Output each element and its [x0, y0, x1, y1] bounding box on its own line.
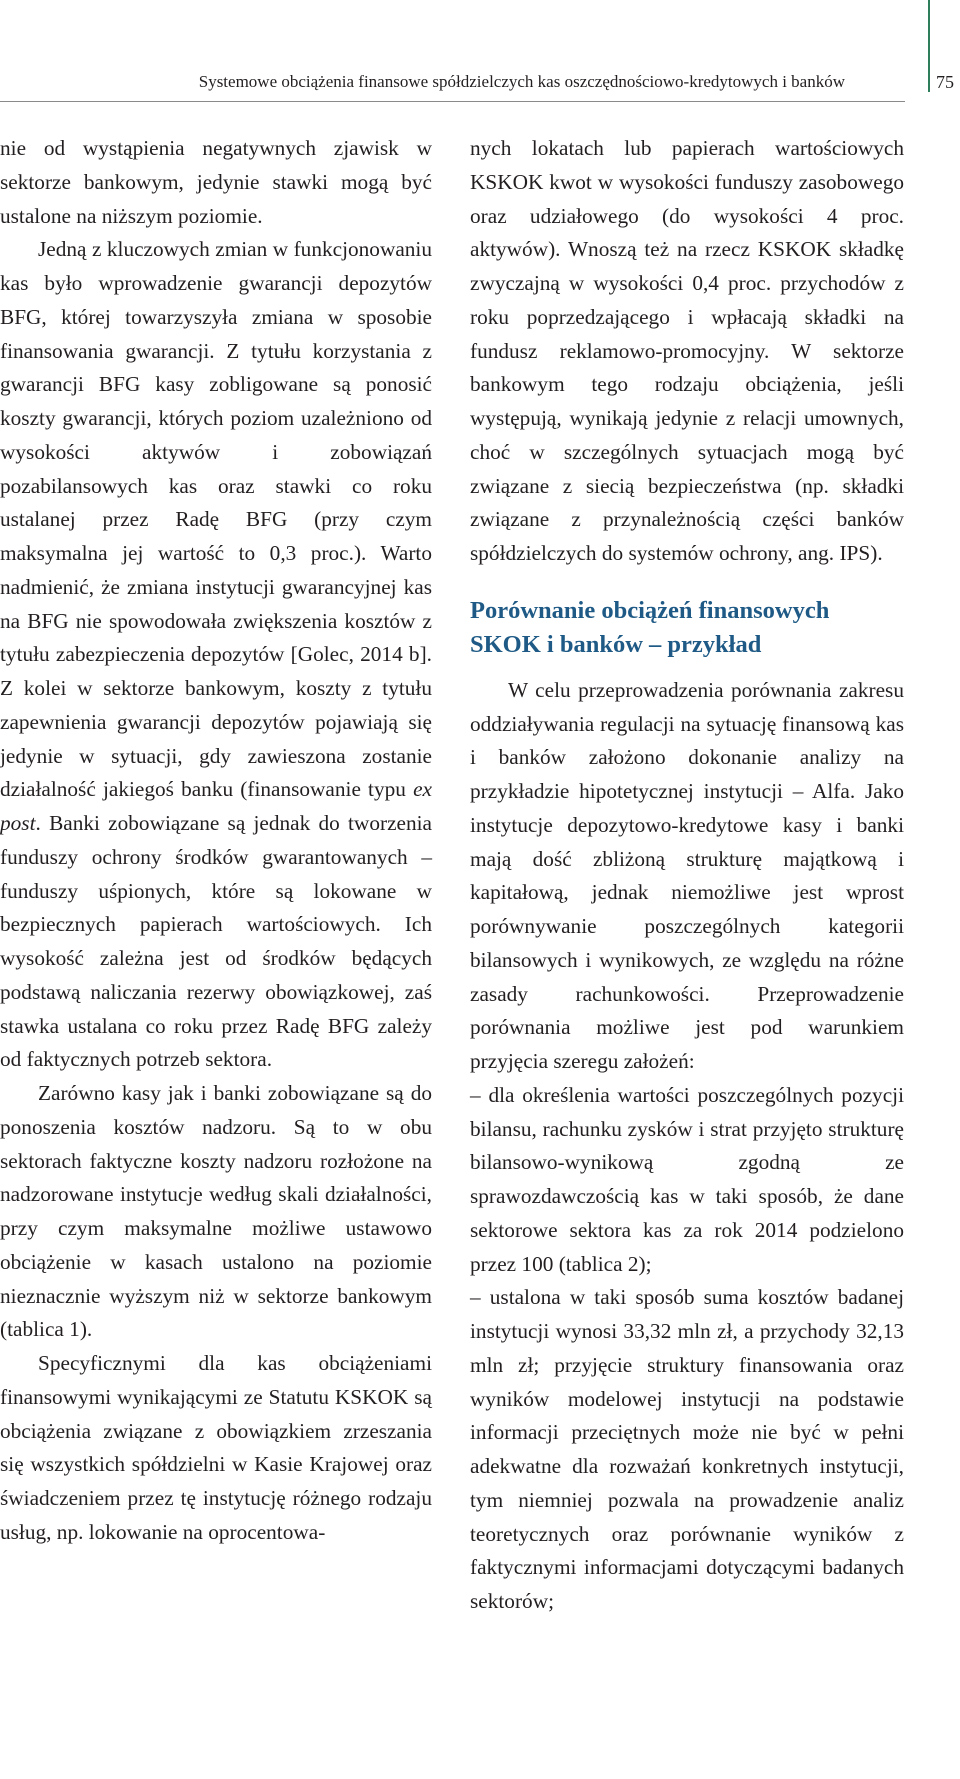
paragraph: nych lokatach lub papierach wartościowych KSKOK kwot w wysokości funduszy zasobowego oraz udziałowego (do wysokości 4 proc. aktywów). Wnoszą też na rzecz KSKOK składkę zwyczajną w wysokości 0,4 proc. przychodów z roku poprzedzającego i wpłacają składki na fundusz reklamowo-promocyjny. W sektorze bankowym tego rodzaju obciążenia, jeśli występują, wynikają jedynie z relacji umownych, choć w szczególnych sytuacjach mogą być związane z siecią bezpieczeństwa (np. składki związane z przynależnością części banków spółdzielczych do systemów ochrony, ang. IPS). — [470, 136, 904, 565]
italic-term: ex post — [0, 777, 432, 835]
page-header — [0, 66, 905, 102]
paragraph — [0, 233, 432, 1077]
paragraph: W celu przeprowadzenia porównania zakresu oddziaływania regulacji na sytuację finansową kas i banków założono dokonanie analizy na przykładzie hipotetycznej instytucji – Alfa. Jako instytucje depozytowo-kredytowe kasy i banki mają dość zbliżoną strukturę majątkową i kapitałową, jednak niemożliwe jest wprost porównywanie poszczególnych kategorii bilansowych i wynikowych, ze względu na różne zasady rachunkowości. Przeprowadzenie porównania możliwe jest pod warunkiem przyjęcia szeregu założeń: — [470, 677, 904, 1073]
running-head: Systemowe obciążenia finansowe spółdzielczych kas oszczędnościowo-kredytowych i banków — [198, 72, 845, 91]
paragraph: Specyficznymi dla kas obciążeniami finansowymi wynikającymi ze Statutu KSKOK są obciążenia związane z obowiązkiem zrzeszania się wszystkich spółdzielni w Kasie Krajowej oraz świadczeniem przez tę instytucję różnego rodzaju usług, np. lokowanie na oprocentowa- — [0, 1351, 432, 1544]
paragraph: Zarówno kasy jak i banki zobowiązane są do ponoszenia kosztów nadzoru. Są to w obu sektorach faktyczne koszty nadzoru rozłożone na nadzorowane instytucje według skali działalności, przy czym maksymalne możliwe ustawowo obciążenie w kasach ustalono na poziomie nieznacznie wyższym niż w sektorze bankowym (tablica 1). — [0, 1081, 432, 1342]
paragraph-text: Jedną z kluczowych zmian w funkcjonowaniu kas było wprowadzenie gwarancji depozytów BFG, której towarzyszyła zmiana w sposobie finansowania gwarancji. Z tytułu korzystania z gwarancji BFG kasy zobligowane są ponosić koszty gwarancji, których poziom uzależniono od wysokości aktywów i zobowiązań pozabilansowych kas oraz stawki co roku ustalanej przez Radę BFG (przy czym maksymalna jej wartość to 0,3 proc.). Warto nadmienić, że zmiana instytucji gwarancyjnej kas na BFG nie spowodowała zwiększenia kosztów z tytułu zabezpieczenia depozytów [Golec, 2014 b]. Z kolei w sektorze bankowym, koszty z tytułu zapewnienia gwarancji depozytów pojawiają się jedynie w sytuacji, gdy zawieszona zostanie działalność jakiegoś banku (finansowanie typu — [0, 237, 432, 802]
right-column — [470, 132, 904, 1619]
page-number: 75 — [936, 72, 954, 92]
left-column — [0, 132, 432, 1550]
list-item: – ustalona w taki sposób suma kosztów badanej instytucji wynosi 33,32 mln zł, a przychody 32,13 mln zł; przyjęcie struktury finansowania oraz wyników modelowej instytucji na podstawie informacji przeciętnych może nie być w pełni adekwatne dla rozważań konkretnych instytucji, tym niemniej pozwala na prowadzenie analiz teoretycznych oraz porównanie wyników z faktycznymi informacjami dotyczącymi badanych sektorów; — [470, 1285, 904, 1613]
list-item: – dla określenia wartości poszczególnych pozycji bilansu, rachunku zysków i strat przyjęto strukturę bilansowo-wynikową zgodną ze sprawozdawczością kas w taki sposób, że dane sektorowe sektora kas za rok 2014 podzielono przez 100 (tablica 2); — [470, 1082, 904, 1276]
header-rule — [0, 101, 905, 102]
paragraph-text: . Banki zobowiązane są jednak do tworzenia funduszy ochrony środków gwarantowanych – funduszy uśpionych, które są lokowane w bezpiecznych papierach wartościowych. Ich wysokość zależna jest od środków będących podstawą naliczania rezerwy obowiązkowej, zaś stawka ustalana co roku przez Radę BFG zależy od faktycznych potrzeb sektora. — [0, 811, 432, 1072]
margin-rule — [928, 0, 930, 92]
paragraph: nie od wystąpienia negatywnych zjawisk w sektorze bankowym, jedynie stawki mogą być ustalone na niższym poziomie. — [0, 136, 432, 228]
section-heading: Porównanie obciążeń finansowych SKOK i banków – przykład — [470, 596, 830, 658]
